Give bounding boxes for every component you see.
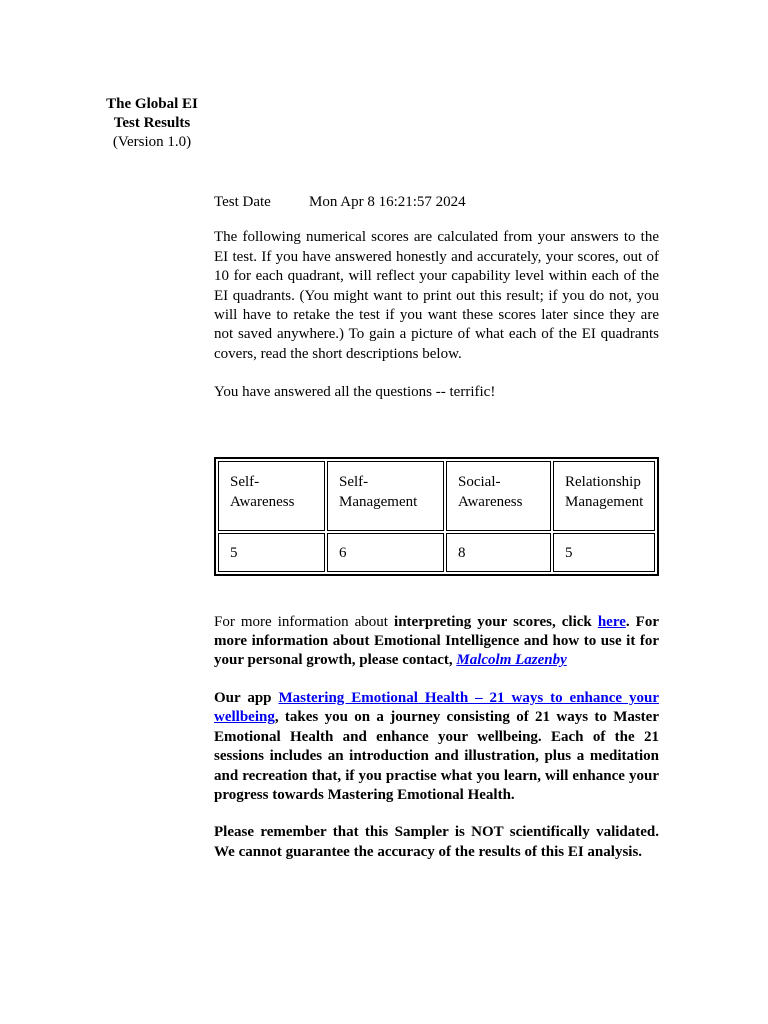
app-description: , takes you on a journey consisting of 21 ways to Master Emotional Health and enhance your wellbeing. Each of the 21 sessions includes an introduction and illustration, plus a meditation and recreation that, if you practise what you learn, will enhance your progress towards Mastering Emotional Health. — [214, 709, 659, 803]
header-relationship-management: Relationship Management — [553, 461, 655, 531]
scores-header-row — [218, 461, 655, 531]
report-title-line1: The Global EI — [106, 96, 198, 112]
score-self-management: 6 — [327, 533, 444, 572]
disclaimer-paragraph: Please remember that this Sampler is NOT scientifically validated. We cannot guarantee the accuracy of the results of this EI analysis. — [214, 824, 659, 860]
intro-paragraph: The following numerical scores are calculated from your answers to the EI test. If you have answered honestly and accurately, your scores, out of 10 for each quadrant, will reflect your capability level within each of the EI quadrants. (You might want to print out this result; if you do not, you will have to retake the test if you want these scores later since they are not saved anywhere.) To gain a picture of what each of the EI quadrants covers, read the short descriptions below. — [214, 229, 659, 362]
contact-link[interactable]: Malcolm Lazenby — [456, 652, 567, 669]
here-link[interactable]: here — [597, 613, 626, 630]
test-date-value: Mon Apr 8 16:21:57 2024 — [309, 194, 466, 210]
info-bold-text-1: interpreting your scores, click — [394, 613, 598, 630]
report-title-line2: Test Results — [113, 115, 191, 131]
answered-message: You have answered all the questions -- terrific! — [214, 384, 496, 401]
header-social-awareness: Social- Awareness — [446, 461, 551, 531]
app-paragraph — [214, 689, 659, 805]
score-social-awareness: 8 — [446, 533, 551, 572]
report-body — [214, 193, 659, 862]
report-title-block — [92, 95, 212, 152]
app-link[interactable]: Mastering Emotional Health – 21 ways to enhance your wellbeing — [214, 689, 659, 726]
scores-value-row — [218, 533, 655, 572]
test-date-label: Test Date — [214, 194, 271, 210]
score-relationship-management: 5 — [553, 533, 655, 572]
info-prefix: For more information about — [214, 613, 395, 630]
header-self-management: Self- Management — [327, 461, 444, 531]
info-paragraph — [214, 613, 659, 671]
score-self-awareness: 5 — [218, 533, 325, 572]
test-date-row — [214, 193, 659, 212]
report-version: (Version 1.0) — [112, 134, 192, 150]
scores-table — [214, 457, 659, 576]
header-self-awareness: Self- Awareness — [218, 461, 325, 531]
app-prefix: Our app — [214, 689, 279, 706]
info-bold-text-2: . For more information about Emotional Intelligence and how to use it for your personal growth, please contact, — [214, 613, 660, 669]
